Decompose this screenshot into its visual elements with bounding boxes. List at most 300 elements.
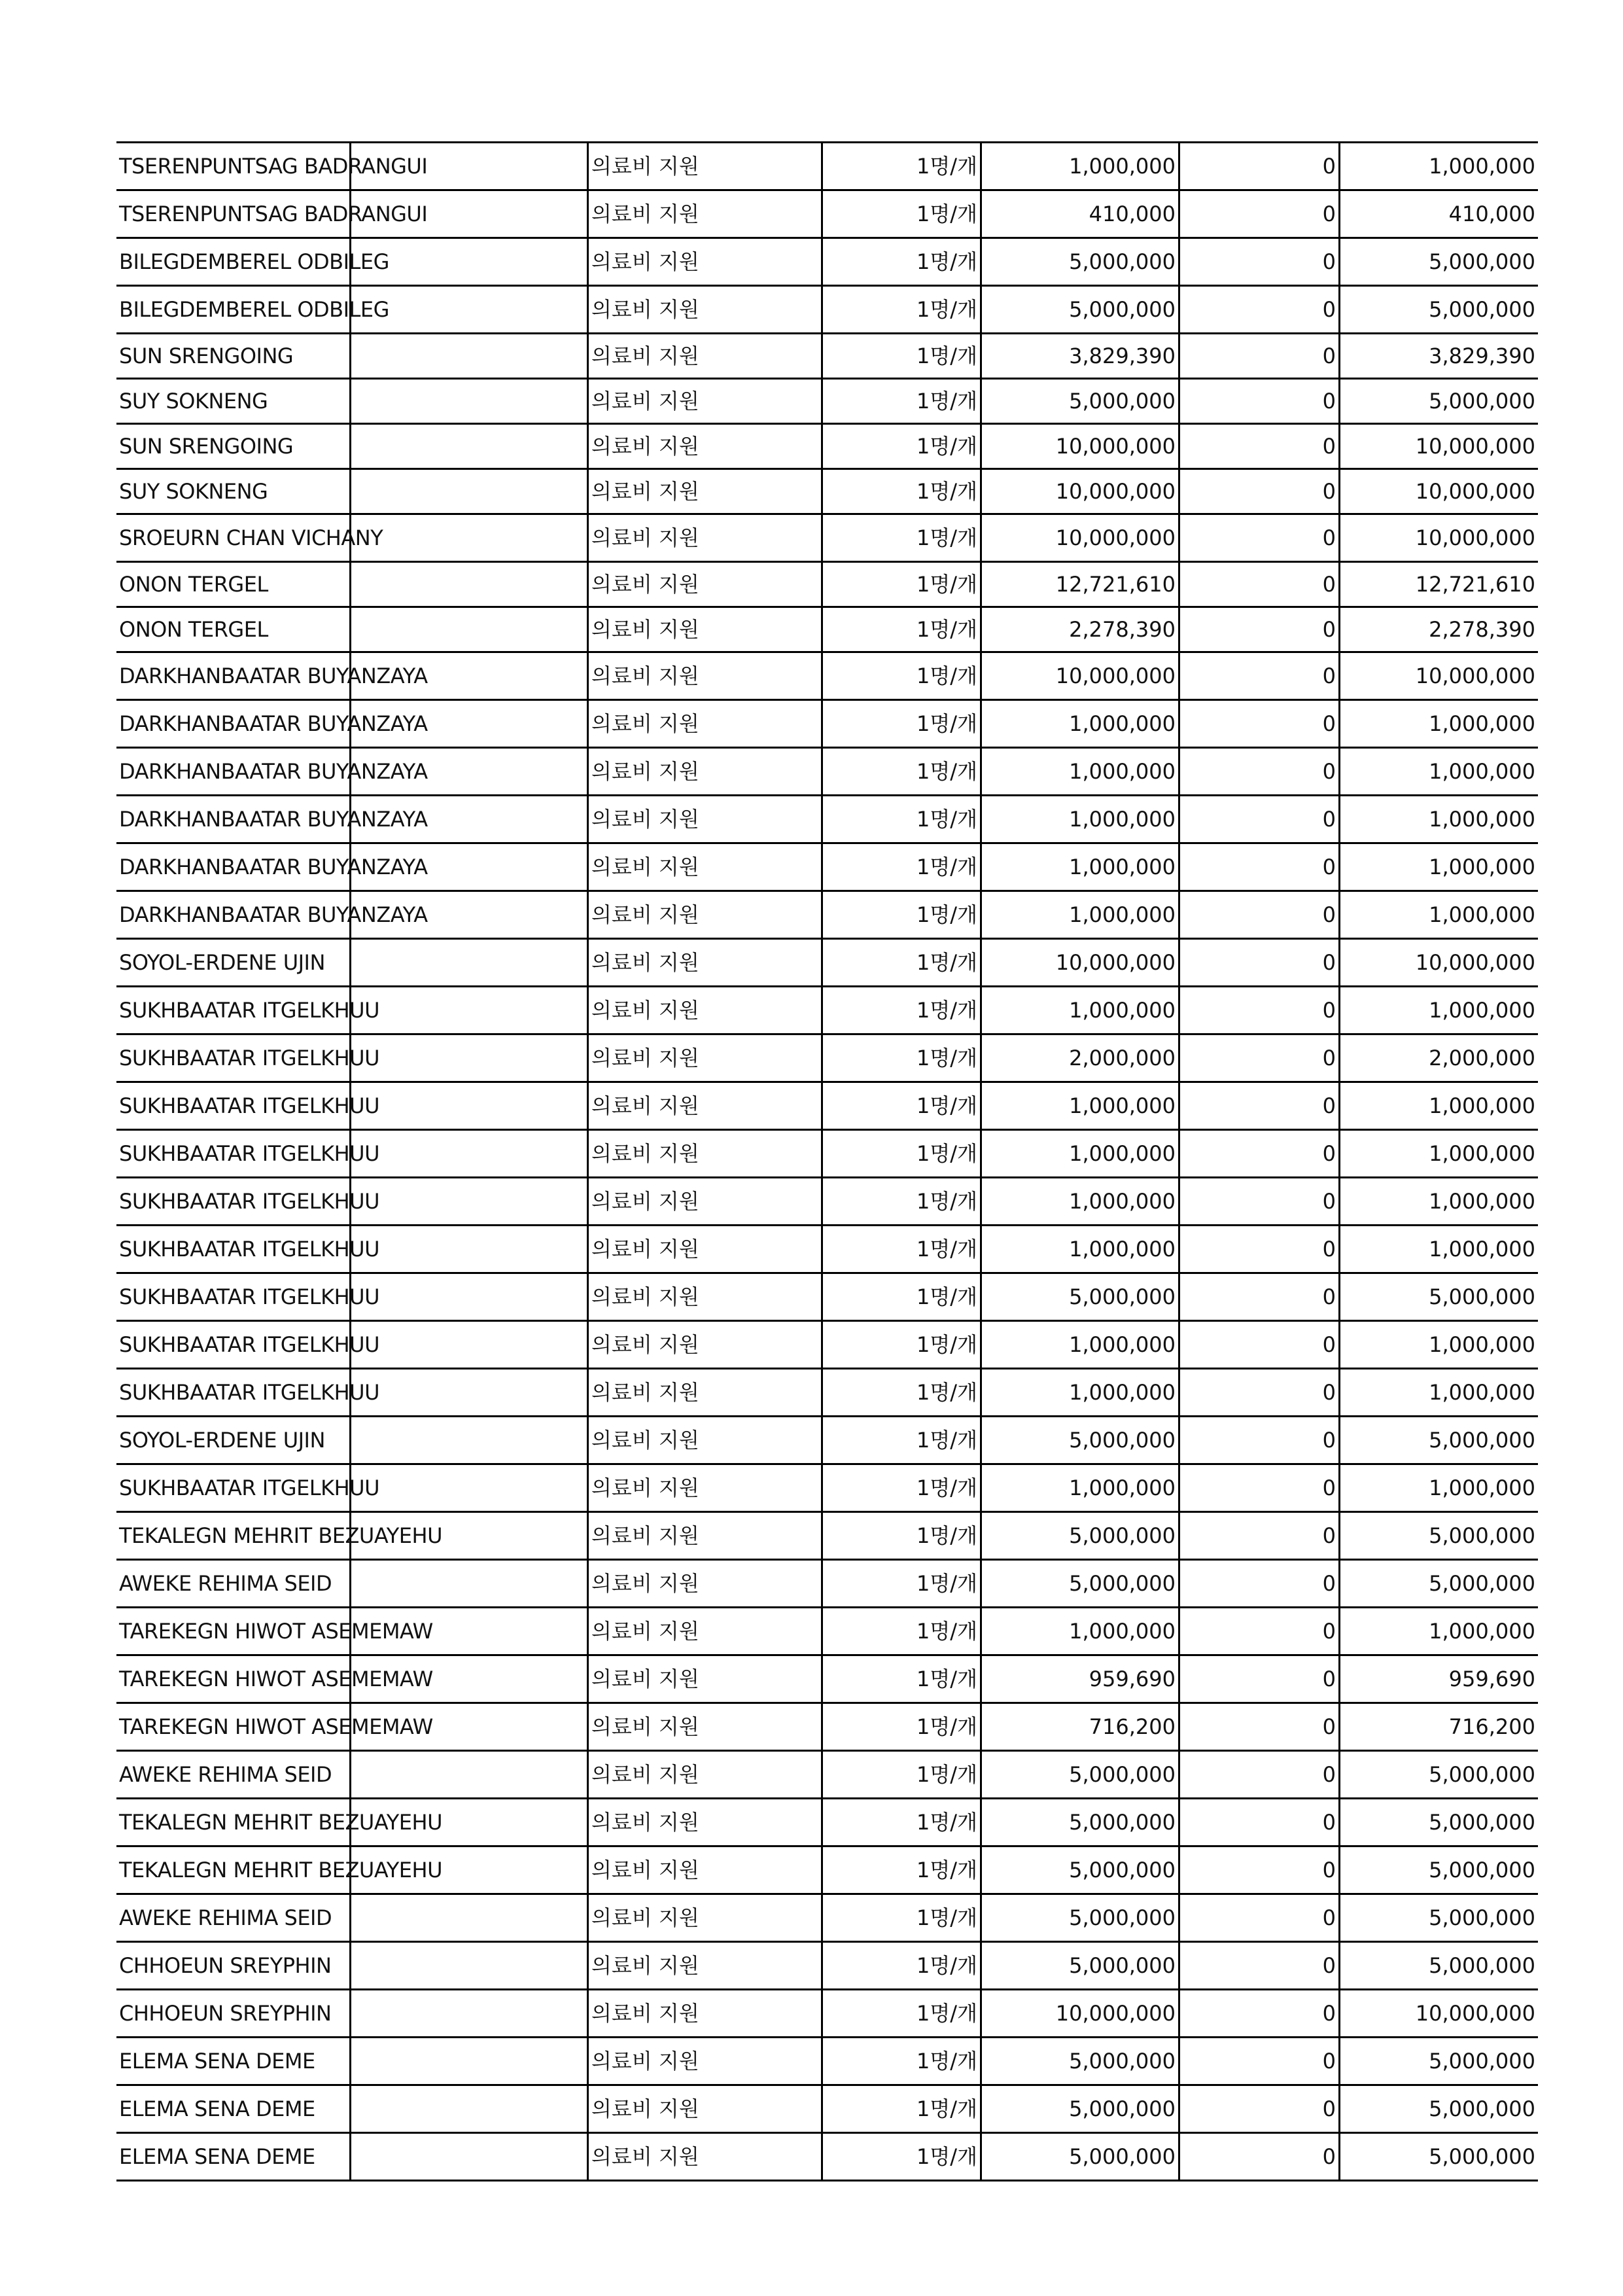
table-row [116, 1321, 1538, 1369]
extra-amount-cell: 0 [1179, 1178, 1340, 1226]
extra-amount-cell: 0 [1179, 1846, 1340, 1894]
table-row [116, 2133, 1538, 2181]
total-amount-cell: 5,000,000 [1340, 1751, 1539, 1799]
amount-cell: 1,000,000 [981, 1082, 1179, 1130]
recipient-name-cell: TEKALEGN MEHRIT BEZUAYEHU [116, 1799, 351, 1846]
recipient-name-cell: CHHOEUN SREYPHIN [116, 1990, 351, 2038]
recipient-name-cell: SUKHBAATAR ITGELKHUU [116, 987, 351, 1034]
unit-cell: 1명/개 [822, 190, 981, 238]
blank-cell [351, 562, 588, 607]
amount-cell: 1,000,000 [981, 1369, 1179, 1417]
recipient-name-cell: BILEGDEMBEREL ODBILEG [116, 238, 351, 286]
extra-amount-cell: 0 [1179, 1464, 1340, 1512]
category-cell: 의료비 지원 [588, 796, 822, 843]
table-row [116, 469, 1538, 514]
recipient-name-cell: SUY SOKNENG [116, 379, 351, 424]
table-row [116, 562, 1538, 607]
table-row [116, 1082, 1538, 1130]
amount-cell: 5,000,000 [981, 1751, 1179, 1799]
total-amount-cell: 5,000,000 [1340, 1273, 1539, 1321]
extra-amount-cell: 0 [1179, 514, 1340, 562]
amount-cell: 5,000,000 [981, 1273, 1179, 1321]
unit-cell: 1명/개 [822, 1082, 981, 1130]
total-amount-cell: 10,000,000 [1340, 424, 1539, 469]
table-row [116, 424, 1538, 469]
blank-cell [351, 2085, 588, 2133]
blank-cell [351, 987, 588, 1034]
amount-cell: 5,000,000 [981, 1799, 1179, 1846]
amount-cell: 5,000,000 [981, 286, 1179, 334]
recipient-name-cell: ONON TERGEL [116, 562, 351, 607]
recipient-name-cell: SOYOL-ERDENE UJIN [116, 939, 351, 987]
unit-cell: 1명/개 [822, 238, 981, 286]
unit-cell: 1명/개 [822, 939, 981, 987]
recipient-name-cell: BILEGDEMBEREL ODBILEG [116, 286, 351, 334]
total-amount-cell: 10,000,000 [1340, 469, 1539, 514]
total-amount-cell: 5,000,000 [1340, 1846, 1539, 1894]
unit-cell: 1명/개 [822, 1942, 981, 1990]
blank-cell [351, 939, 588, 987]
blank-cell [351, 1894, 588, 1942]
total-amount-cell: 5,000,000 [1340, 1799, 1539, 1846]
extra-amount-cell: 0 [1179, 1560, 1340, 1608]
category-cell: 의료비 지원 [588, 2038, 822, 2085]
category-cell: 의료비 지원 [588, 1369, 822, 1417]
unit-cell: 1명/개 [822, 1130, 981, 1178]
table-row [116, 379, 1538, 424]
amount-cell: 410,000 [981, 190, 1179, 238]
blank-cell [351, 1560, 588, 1608]
total-amount-cell: 2,000,000 [1340, 1034, 1539, 1082]
amount-cell: 10,000,000 [981, 469, 1179, 514]
extra-amount-cell: 0 [1179, 2133, 1340, 2181]
unit-cell: 1명/개 [822, 700, 981, 748]
amount-cell: 3,829,390 [981, 334, 1179, 379]
category-cell: 의료비 지원 [588, 1034, 822, 1082]
extra-amount-cell: 0 [1179, 796, 1340, 843]
blank-cell [351, 1226, 588, 1273]
amount-cell: 5,000,000 [981, 2133, 1179, 2181]
extra-amount-cell: 0 [1179, 424, 1340, 469]
unit-cell: 1명/개 [822, 607, 981, 652]
unit-cell: 1명/개 [822, 987, 981, 1034]
extra-amount-cell: 0 [1179, 190, 1340, 238]
unit-cell: 1명/개 [822, 796, 981, 843]
total-amount-cell: 1,000,000 [1340, 1608, 1539, 1655]
total-amount-cell: 1,000,000 [1340, 891, 1539, 939]
blank-cell [351, 1082, 588, 1130]
total-amount-cell: 5,000,000 [1340, 379, 1539, 424]
extra-amount-cell: 0 [1179, 1226, 1340, 1273]
blank-cell [351, 334, 588, 379]
table-row [116, 748, 1538, 796]
category-cell: 의료비 지원 [588, 562, 822, 607]
total-amount-cell: 716,200 [1340, 1703, 1539, 1751]
extra-amount-cell: 0 [1179, 891, 1340, 939]
unit-cell: 1명/개 [822, 1273, 981, 1321]
extra-amount-cell: 0 [1179, 1703, 1340, 1751]
table-row [116, 1273, 1538, 1321]
unit-cell: 1명/개 [822, 748, 981, 796]
total-amount-cell: 1,000,000 [1340, 843, 1539, 891]
amount-cell: 10,000,000 [981, 939, 1179, 987]
category-cell: 의료비 지원 [588, 2085, 822, 2133]
table-row [116, 1417, 1538, 1464]
amount-cell: 959,690 [981, 1655, 1179, 1703]
amount-cell: 1,000,000 [981, 1608, 1179, 1655]
unit-cell: 1명/개 [822, 1894, 981, 1942]
table-row [116, 1894, 1538, 1942]
category-cell: 의료비 지원 [588, 1082, 822, 1130]
extra-amount-cell: 0 [1179, 1321, 1340, 1369]
category-cell: 의료비 지원 [588, 1846, 822, 1894]
unit-cell: 1명/개 [822, 334, 981, 379]
unit-cell: 1명/개 [822, 1369, 981, 1417]
blank-cell [351, 1990, 588, 2038]
unit-cell: 1명/개 [822, 1655, 981, 1703]
extra-amount-cell: 0 [1179, 1990, 1340, 2038]
amount-cell: 1,000,000 [981, 1226, 1179, 1273]
category-cell: 의료비 지원 [588, 1942, 822, 1990]
unit-cell: 1명/개 [822, 1226, 981, 1273]
category-cell: 의료비 지원 [588, 1130, 822, 1178]
category-cell: 의료비 지원 [588, 1560, 822, 1608]
total-amount-cell: 1,000,000 [1340, 143, 1539, 190]
total-amount-cell: 10,000,000 [1340, 1990, 1539, 2038]
category-cell: 의료비 지원 [588, 939, 822, 987]
total-amount-cell: 1,000,000 [1340, 1130, 1539, 1178]
category-cell: 의료비 지원 [588, 891, 822, 939]
unit-cell: 1명/개 [822, 1034, 981, 1082]
recipient-name-cell: SUKHBAATAR ITGELKHUU [116, 1321, 351, 1369]
extra-amount-cell: 0 [1179, 1655, 1340, 1703]
extra-amount-cell: 0 [1179, 2085, 1340, 2133]
unit-cell: 1명/개 [822, 143, 981, 190]
amount-cell: 1,000,000 [981, 143, 1179, 190]
extra-amount-cell: 0 [1179, 1942, 1340, 1990]
blank-cell [351, 1034, 588, 1082]
blank-cell [351, 424, 588, 469]
total-amount-cell: 5,000,000 [1340, 1560, 1539, 1608]
unit-cell: 1명/개 [822, 1178, 981, 1226]
blank-cell [351, 1273, 588, 1321]
category-cell: 의료비 지원 [588, 238, 822, 286]
unit-cell: 1명/개 [822, 1560, 981, 1608]
total-amount-cell: 1,000,000 [1340, 748, 1539, 796]
recipient-name-cell: DARKHANBAATAR BUYANZAYA [116, 652, 351, 700]
extra-amount-cell: 0 [1179, 1751, 1340, 1799]
amount-cell: 12,721,610 [981, 562, 1179, 607]
category-cell: 의료비 지원 [588, 1799, 822, 1846]
extra-amount-cell: 0 [1179, 1799, 1340, 1846]
unit-cell: 1명/개 [822, 562, 981, 607]
category-cell: 의료비 지원 [588, 1321, 822, 1369]
recipient-name-cell: SUKHBAATAR ITGELKHUU [116, 1082, 351, 1130]
ledger-body [116, 143, 1538, 2181]
table-row [116, 1034, 1538, 1082]
unit-cell: 1명/개 [822, 1608, 981, 1655]
extra-amount-cell: 0 [1179, 562, 1340, 607]
amount-cell: 5,000,000 [981, 1417, 1179, 1464]
total-amount-cell: 1,000,000 [1340, 1321, 1539, 1369]
table-row [116, 286, 1538, 334]
total-amount-cell: 10,000,000 [1340, 939, 1539, 987]
total-amount-cell: 12,721,610 [1340, 562, 1539, 607]
extra-amount-cell: 0 [1179, 1130, 1340, 1178]
table-row [116, 2085, 1538, 2133]
table-row [116, 1990, 1538, 2038]
total-amount-cell: 410,000 [1340, 190, 1539, 238]
total-amount-cell: 1,000,000 [1340, 987, 1539, 1034]
category-cell: 의료비 지원 [588, 514, 822, 562]
recipient-name-cell: SUKHBAATAR ITGELKHUU [116, 1226, 351, 1273]
table-row [116, 1464, 1538, 1512]
blank-cell [351, 2038, 588, 2085]
recipient-name-cell: SUKHBAATAR ITGELKHUU [116, 1273, 351, 1321]
total-amount-cell: 5,000,000 [1340, 2085, 1539, 2133]
category-cell: 의료비 지원 [588, 143, 822, 190]
total-amount-cell: 1,000,000 [1340, 1178, 1539, 1226]
extra-amount-cell: 0 [1179, 607, 1340, 652]
amount-cell: 5,000,000 [981, 2085, 1179, 2133]
category-cell: 의료비 지원 [588, 700, 822, 748]
recipient-name-cell: DARKHANBAATAR BUYANZAYA [116, 843, 351, 891]
unit-cell: 1명/개 [822, 424, 981, 469]
amount-cell: 5,000,000 [981, 2038, 1179, 2085]
recipient-name-cell: SOYOL-ERDENE UJIN [116, 1417, 351, 1464]
amount-cell: 2,000,000 [981, 1034, 1179, 1082]
extra-amount-cell: 0 [1179, 1273, 1340, 1321]
category-cell: 의료비 지원 [588, 1178, 822, 1226]
blank-cell [351, 514, 588, 562]
amount-cell: 1,000,000 [981, 987, 1179, 1034]
table-row [116, 1560, 1538, 1608]
amount-cell: 10,000,000 [981, 652, 1179, 700]
blank-cell [351, 1130, 588, 1178]
category-cell: 의료비 지원 [588, 1655, 822, 1703]
unit-cell: 1명/개 [822, 843, 981, 891]
blank-cell [351, 2133, 588, 2181]
unit-cell: 1명/개 [822, 1751, 981, 1799]
recipient-name-cell: TSERENPUNTSAG BADRANGUI [116, 143, 351, 190]
amount-cell: 1,000,000 [981, 891, 1179, 939]
recipient-name-cell: SROEURN CHAN VICHANY [116, 514, 351, 562]
amount-cell: 5,000,000 [981, 379, 1179, 424]
recipient-name-cell: SUKHBAATAR ITGELKHUU [116, 1178, 351, 1226]
extra-amount-cell: 0 [1179, 469, 1340, 514]
table-row [116, 143, 1538, 190]
recipient-name-cell: TEKALEGN MEHRIT BEZUAYEHU [116, 1846, 351, 1894]
blank-cell [351, 1751, 588, 1799]
blank-cell [351, 1369, 588, 1417]
amount-cell: 1,000,000 [981, 1130, 1179, 1178]
amount-cell: 1,000,000 [981, 796, 1179, 843]
amount-cell: 5,000,000 [981, 1942, 1179, 1990]
category-cell: 의료비 지원 [588, 1608, 822, 1655]
unit-cell: 1명/개 [822, 514, 981, 562]
unit-cell: 1명/개 [822, 1464, 981, 1512]
table-row [116, 1512, 1538, 1560]
category-cell: 의료비 지원 [588, 987, 822, 1034]
recipient-name-cell: SUKHBAATAR ITGELKHUU [116, 1034, 351, 1082]
category-cell: 의료비 지원 [588, 1751, 822, 1799]
category-cell: 의료비 지원 [588, 607, 822, 652]
amount-cell: 716,200 [981, 1703, 1179, 1751]
blank-cell [351, 1321, 588, 1369]
total-amount-cell: 1,000,000 [1340, 700, 1539, 748]
extra-amount-cell: 0 [1179, 748, 1340, 796]
table-row [116, 238, 1538, 286]
recipient-name-cell: SUN SRENGOING [116, 424, 351, 469]
unit-cell: 1명/개 [822, 1321, 981, 1369]
unit-cell: 1명/개 [822, 1417, 981, 1464]
amount-cell: 5,000,000 [981, 1560, 1179, 1608]
unit-cell: 1명/개 [822, 1990, 981, 2038]
table-row [116, 700, 1538, 748]
table-row [116, 190, 1538, 238]
table-row [116, 1369, 1538, 1417]
category-cell: 의료비 지원 [588, 1273, 822, 1321]
table-row [116, 1942, 1538, 1990]
total-amount-cell: 959,690 [1340, 1655, 1539, 1703]
unit-cell: 1명/개 [822, 1846, 981, 1894]
total-amount-cell: 5,000,000 [1340, 1894, 1539, 1942]
recipient-name-cell: TAREKEGN HIWOT ASEMEMAW [116, 1608, 351, 1655]
table-row [116, 334, 1538, 379]
total-amount-cell: 1,000,000 [1340, 1226, 1539, 1273]
category-cell: 의료비 지원 [588, 748, 822, 796]
total-amount-cell: 1,000,000 [1340, 1082, 1539, 1130]
recipient-name-cell: DARKHANBAATAR BUYANZAYA [116, 891, 351, 939]
amount-cell: 5,000,000 [981, 1846, 1179, 1894]
recipient-name-cell: TEKALEGN MEHRIT BEZUAYEHU [116, 1512, 351, 1560]
extra-amount-cell: 0 [1179, 652, 1340, 700]
amount-cell: 5,000,000 [981, 1894, 1179, 1942]
amount-cell: 1,000,000 [981, 700, 1179, 748]
table-row [116, 987, 1538, 1034]
recipient-name-cell: DARKHANBAATAR BUYANZAYA [116, 796, 351, 843]
category-cell: 의료비 지원 [588, 334, 822, 379]
unit-cell: 1명/개 [822, 379, 981, 424]
category-cell: 의료비 지원 [588, 843, 822, 891]
recipient-name-cell: CHHOEUN SREYPHIN [116, 1942, 351, 1990]
category-cell: 의료비 지원 [588, 286, 822, 334]
recipient-name-cell: SUKHBAATAR ITGELKHUU [116, 1369, 351, 1417]
total-amount-cell: 5,000,000 [1340, 2038, 1539, 2085]
extra-amount-cell: 0 [1179, 843, 1340, 891]
unit-cell: 1명/개 [822, 891, 981, 939]
table-row [116, 607, 1538, 652]
category-cell: 의료비 지원 [588, 1417, 822, 1464]
support-ledger-table [116, 141, 1538, 2181]
total-amount-cell: 1,000,000 [1340, 796, 1539, 843]
category-cell: 의료비 지원 [588, 1226, 822, 1273]
category-cell: 의료비 지원 [588, 1464, 822, 1512]
blank-cell [351, 1464, 588, 1512]
table-row [116, 843, 1538, 891]
category-cell: 의료비 지원 [588, 190, 822, 238]
table-row [116, 652, 1538, 700]
extra-amount-cell: 0 [1179, 1512, 1340, 1560]
recipient-name-cell: TAREKEGN HIWOT ASEMEMAW [116, 1703, 351, 1751]
recipient-name-cell: ONON TERGEL [116, 607, 351, 652]
extra-amount-cell: 0 [1179, 939, 1340, 987]
recipient-name-cell: ELEMA SENA DEME [116, 2038, 351, 2085]
recipient-name-cell: ELEMA SENA DEME [116, 2085, 351, 2133]
unit-cell: 1명/개 [822, 2133, 981, 2181]
total-amount-cell: 10,000,000 [1340, 514, 1539, 562]
extra-amount-cell: 0 [1179, 1608, 1340, 1655]
unit-cell: 1명/개 [822, 2038, 981, 2085]
amount-cell: 5,000,000 [981, 1512, 1179, 1560]
table-row [116, 939, 1538, 987]
recipient-name-cell: AWEKE REHIMA SEID [116, 1751, 351, 1799]
table-row [116, 1130, 1538, 1178]
blank-cell [351, 1178, 588, 1226]
extra-amount-cell: 0 [1179, 1034, 1340, 1082]
table-row [116, 1799, 1538, 1846]
amount-cell: 1,000,000 [981, 1321, 1179, 1369]
total-amount-cell: 1,000,000 [1340, 1369, 1539, 1417]
total-amount-cell: 3,829,390 [1340, 334, 1539, 379]
amount-cell: 1,000,000 [981, 1178, 1179, 1226]
amount-cell: 5,000,000 [981, 238, 1179, 286]
extra-amount-cell: 0 [1179, 2038, 1340, 2085]
category-cell: 의료비 지원 [588, 2133, 822, 2181]
total-amount-cell: 5,000,000 [1340, 286, 1539, 334]
recipient-name-cell: SUKHBAATAR ITGELKHUU [116, 1464, 351, 1512]
table-row [116, 1608, 1538, 1655]
table-row [116, 1751, 1538, 1799]
extra-amount-cell: 0 [1179, 286, 1340, 334]
category-cell: 의료비 지원 [588, 424, 822, 469]
amount-cell: 1,000,000 [981, 1464, 1179, 1512]
category-cell: 의료비 지원 [588, 379, 822, 424]
unit-cell: 1명/개 [822, 1703, 981, 1751]
recipient-name-cell: AWEKE REHIMA SEID [116, 1894, 351, 1942]
blank-cell [351, 607, 588, 652]
amount-cell: 1,000,000 [981, 748, 1179, 796]
extra-amount-cell: 0 [1179, 334, 1340, 379]
unit-cell: 1명/개 [822, 469, 981, 514]
amount-cell: 10,000,000 [981, 514, 1179, 562]
table-row [116, 1178, 1538, 1226]
table-row [116, 1226, 1538, 1273]
table-row [116, 514, 1538, 562]
blank-cell [351, 1942, 588, 1990]
unit-cell: 1명/개 [822, 286, 981, 334]
extra-amount-cell: 0 [1179, 238, 1340, 286]
recipient-name-cell: DARKHANBAATAR BUYANZAYA [116, 748, 351, 796]
recipient-name-cell: ELEMA SENA DEME [116, 2133, 351, 2181]
recipient-name-cell: SUY SOKNENG [116, 469, 351, 514]
extra-amount-cell: 0 [1179, 143, 1340, 190]
extra-amount-cell: 0 [1179, 1082, 1340, 1130]
extra-amount-cell: 0 [1179, 379, 1340, 424]
table-row [116, 1655, 1538, 1703]
table-row [116, 796, 1538, 843]
unit-cell: 1명/개 [822, 1512, 981, 1560]
blank-cell [351, 379, 588, 424]
extra-amount-cell: 0 [1179, 1369, 1340, 1417]
blank-cell [351, 469, 588, 514]
total-amount-cell: 5,000,000 [1340, 238, 1539, 286]
extra-amount-cell: 0 [1179, 700, 1340, 748]
amount-cell: 1,000,000 [981, 843, 1179, 891]
table-row [116, 1703, 1538, 1751]
amount-cell: 10,000,000 [981, 1990, 1179, 2038]
total-amount-cell: 5,000,000 [1340, 1417, 1539, 1464]
